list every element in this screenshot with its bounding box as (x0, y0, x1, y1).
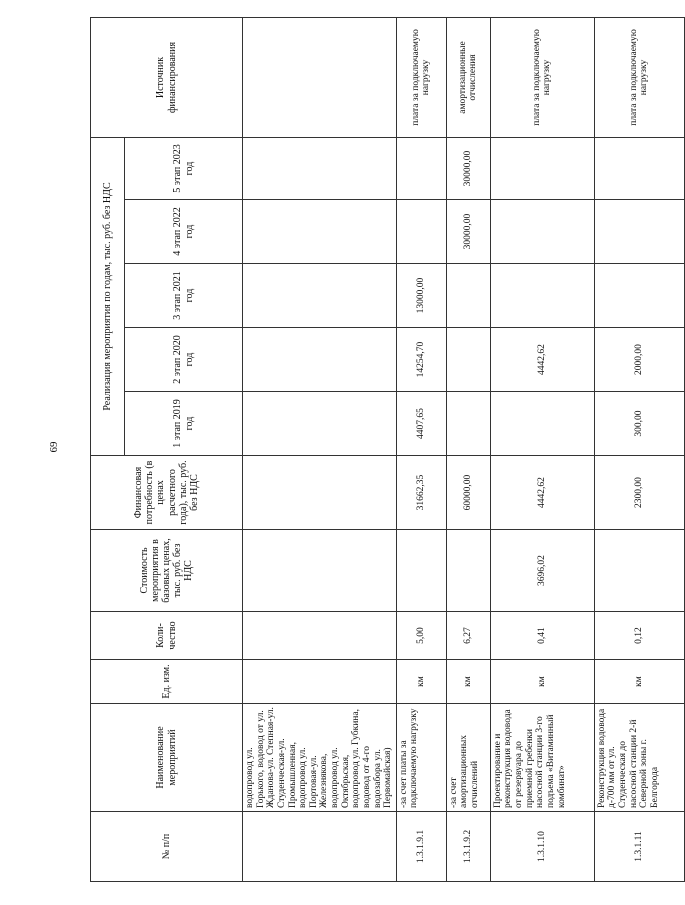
financing-table (90, 17, 685, 882)
cell-2019 (243, 392, 397, 456)
cell-source: плата за подключаемую нагрузку (594, 17, 684, 137)
cell-unit (243, 660, 397, 704)
cell-source: плата за подключаемую нагрузку (490, 17, 594, 137)
table-row (446, 17, 490, 881)
header-stage2: 2 этап 2020 год (125, 328, 243, 392)
cell-2022 (396, 200, 446, 264)
header-name: Наименование мероприятий (91, 704, 243, 812)
cell-2020 (446, 328, 490, 392)
cell-num: 1.3.1.10 (490, 812, 594, 882)
header-qty: Коли-чество (91, 612, 243, 660)
cell-2021 (243, 264, 397, 328)
cell-need: 31662,35 (396, 456, 446, 530)
cell-2019: 300,00 (594, 392, 684, 456)
cell-source: амортизационные отчисления (446, 17, 490, 137)
cell-2023 (594, 137, 684, 199)
cell-num (243, 812, 397, 882)
header-realization: Реализация мероприятия по годам, тыс. руб. без НДС (91, 137, 125, 455)
header-stage4: 4 этап 2022 год (125, 200, 243, 264)
cell-need: 2300,00 (594, 456, 684, 530)
cell-cost (446, 530, 490, 612)
table-row (490, 17, 594, 881)
cell-qty: 0,41 (490, 612, 594, 660)
cell-num: 1.3.1.11 (594, 812, 684, 882)
cell-name: Реконструкция водовода д-700 мм от ул. Студенческая до насосной станции 2-й Северной зоны г. Белгорода (594, 704, 684, 812)
table-row (594, 17, 684, 881)
cell-2020: 2000,00 (594, 328, 684, 392)
cell-2021 (594, 264, 684, 328)
cell-2020 (243, 328, 397, 392)
table-row (243, 17, 397, 881)
cell-cost (594, 530, 684, 612)
cell-2020: 4442,62 (490, 328, 594, 392)
cell-2023 (396, 137, 446, 199)
cell-qty: 5,00 (396, 612, 446, 660)
header-stage3: 3 этап 2021 год (125, 264, 243, 328)
header-cost: Стоимость мероприятия в базовых ценах, тыс. руб. без НДС (91, 530, 243, 612)
cell-2022: 30000,00 (446, 200, 490, 264)
header-source: Источник финансирования (91, 17, 243, 137)
cell-2022 (594, 200, 684, 264)
cell-2023: 30000,00 (446, 137, 490, 199)
cell-cost: 3696,02 (490, 530, 594, 612)
cell-unit: км (490, 660, 594, 704)
table-row (396, 17, 446, 881)
header-unit: Ед. изм. (91, 660, 243, 704)
cell-need: 60000,00 (446, 456, 490, 530)
cell-2021 (490, 264, 594, 328)
cell-qty: 6,27 (446, 612, 490, 660)
cell-2023 (243, 137, 397, 199)
cell-name: -за счет амортизационных отчислений (446, 704, 490, 812)
cell-name: Проектирование и реконструкция водовода от резервуара до приемной гребенки насосной станции 3-го подъема «Витаминный комбинат» (490, 704, 594, 812)
cell-2022 (490, 200, 594, 264)
cell-cost (243, 530, 397, 612)
header-need: Финансовая потребность (в ценах расчетного года), тыс. руб. без НДС (91, 456, 243, 530)
cell-need (243, 456, 397, 530)
cell-2023 (490, 137, 594, 199)
cell-unit: км (396, 660, 446, 704)
cell-name: водопровод ул. Горького, водовод от ул. Жданова-ул. Степная-ул. Студенческая-ул. Промышленная, водопровод ул. Портовая-ул. Железнякова, водопровод ул. Октябрьская, водопровод ул. Губкина, водовод от 4-го водозабора ул. Первомайская) (243, 704, 397, 812)
cell-unit: км (446, 660, 490, 704)
cell-2020: 14254,70 (396, 328, 446, 392)
cell-2022 (243, 200, 397, 264)
cell-cost (396, 530, 446, 612)
cell-source: плата за подключаемую нагрузку (396, 17, 446, 137)
header-stage5: 5 этап 2023 год (125, 137, 243, 199)
rotated-table-wrapper (90, 18, 660, 882)
cell-need: 4442,62 (490, 456, 594, 530)
cell-2019 (446, 392, 490, 456)
page-number: 69 (48, 441, 60, 453)
header-stage1: 1 этап 2019 год (125, 392, 243, 456)
cell-2021 (446, 264, 490, 328)
cell-2019: 4407,65 (396, 392, 446, 456)
header-num: № п/п (91, 812, 243, 882)
cell-name: -за счет платы за подключаемую нагрузку (396, 704, 446, 812)
cell-2019 (490, 392, 594, 456)
cell-num: 1.3.1.9.1 (396, 812, 446, 882)
cell-qty (243, 612, 397, 660)
cell-qty: 0,12 (594, 612, 684, 660)
cell-num: 1.3.1.9.2 (446, 812, 490, 882)
cell-source (243, 17, 397, 137)
cell-unit: км (594, 660, 684, 704)
cell-2021: 13000,00 (396, 264, 446, 328)
